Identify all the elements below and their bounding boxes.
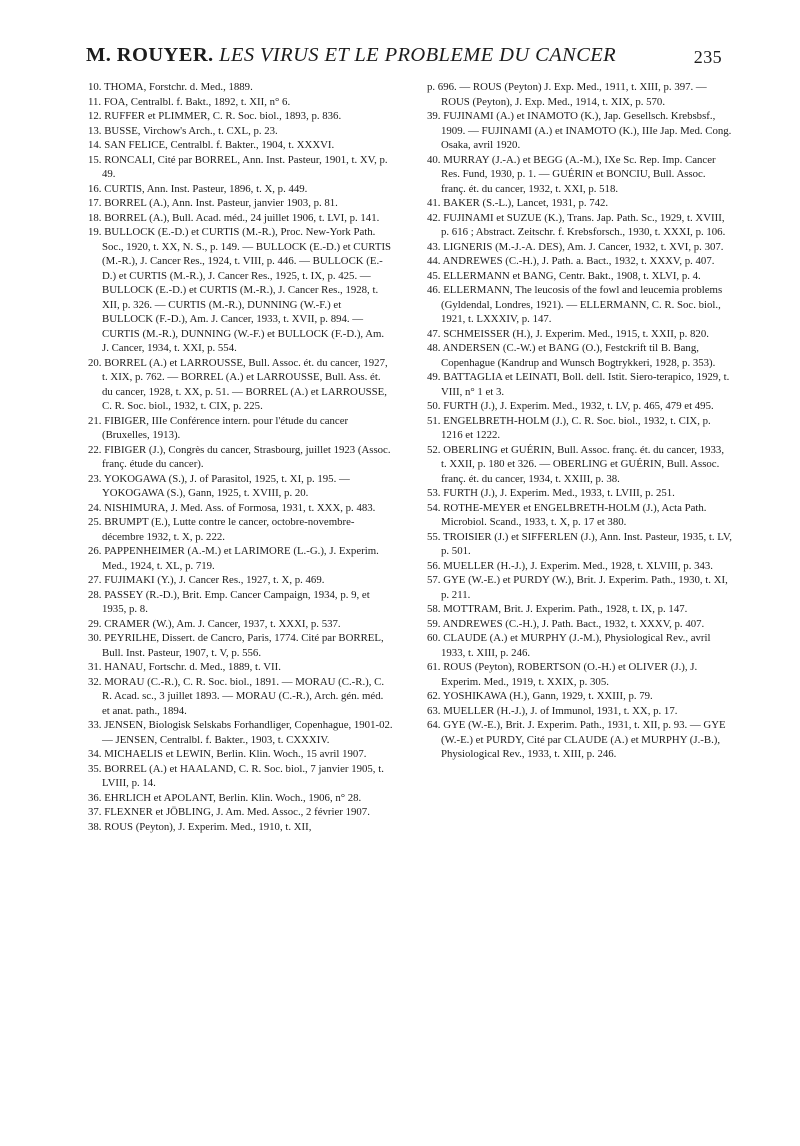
reference-number: 63.: [427, 704, 441, 717]
reference-entry: [427, 370, 732, 399]
reference-text: TROISIER (J.) et SIFFERLEN (J.), Ann. Inst. Pasteur, 1935, t. LV, p. 501.: [441, 530, 733, 557]
reference-entry: [427, 414, 732, 443]
reference-entry: [427, 153, 732, 197]
reference-number: 56.: [427, 559, 441, 572]
reference-text: ROUS (Peyton), ROBERTSON (O.-H.) et OLIVER (J.), J. Experim. Med., 1919, t. XXIX, p. 305.: [441, 661, 698, 688]
reference-text: ELLERMANN et BANG, Centr. Bakt., 1908, t. XLVI, p. 4.: [443, 269, 701, 282]
reference-text: ANDREWES (C.-H.), J. Path. a. Bact., 1932, t. XXXV, p. 407.: [442, 255, 715, 267]
reference-entry: [88, 182, 393, 197]
reference-number: 39.: [427, 110, 441, 122]
reference-text: BORREL (A.), Ann. Inst. Pasteur, janvier 1903, p. 81.: [104, 197, 338, 209]
reference-entry: [427, 617, 732, 632]
reference-text: FUJIMAKI (Y.), J. Cancer Res., 1927, t. X, p. 469.: [104, 574, 325, 586]
reference-entry: [88, 573, 393, 588]
reference-entry: [88, 138, 393, 153]
reference-number: 53.: [427, 487, 441, 499]
reference-entry: [427, 501, 732, 530]
reference-number: 36.: [88, 791, 102, 804]
reference-number: 32.: [88, 675, 102, 688]
reference-entry: [427, 254, 732, 269]
reference-text: FURTH (J.), J. Experim. Med., 1932, t. LV, p. 465, 479 et 495.: [443, 400, 714, 412]
reference-number: 35.: [88, 762, 102, 775]
reference-number: 19.: [88, 226, 102, 238]
reference-text: JENSEN, Biologisk Selskabs Forhandliger, Copenhague, 1901-02. — JENSEN, Centralbl. f. Bakter., 1903, t. CXXXIV.: [102, 719, 393, 746]
reference-entry: [88, 225, 393, 356]
reference-entry: [427, 240, 732, 255]
reference-text: ROUS (Peyton), J. Experim. Med., 1910, t. XII,: [104, 820, 312, 833]
reference-entry: [88, 153, 393, 182]
reference-number: 50.: [427, 400, 441, 412]
reference-entry: [427, 660, 732, 689]
reference-number: 44.: [427, 255, 441, 267]
reference-text: MURRAY (J.-A.) et BEGG (A.-M.), IXe Sc. Rep. Imp. Cancer Res. Fund, 1930, p. 1. — GUÉRIN et BONCIU, Bull. Assoc. franç. ét. du cancer, 1932, t. XXI, p. 518.: [441, 153, 716, 195]
reference-number: 42.: [427, 211, 441, 224]
page-number: 235: [693, 47, 722, 67]
reference-text: BAKER (S.-L.), Lancet, 1931, p. 742.: [443, 197, 609, 209]
reference-entry: [88, 747, 393, 762]
reference-text: PAPPENHEIMER (A.-M.) et LARIMORE (L.-G.), J. Experim. Med., 1924, t. XL, p. 719.: [102, 545, 379, 572]
reference-column-right: [427, 80, 732, 762]
reference-text: RUFFER et PLIMMER, C. R. Soc. biol., 1893, p. 836.: [104, 110, 342, 122]
reference-text: GYE (W.-E.), Brit. J. Experim. Path., 1931, t. XII, p. 93. — GYE (W.-E.) et PURDY, Cité par CLAUDE (A.) et MURPHY (J.-B.), Physiological Rev., 1933, t. XIII, p. 246.: [441, 719, 726, 760]
reference-entry: [427, 718, 732, 762]
reference-entry: [88, 791, 393, 806]
reference-entry: [88, 501, 393, 516]
reference-text: HANAU, Fortschr. d. Med., 1889, t. VII.: [104, 661, 281, 673]
reference-number: 21.: [88, 414, 102, 427]
reference-text: SAN FELICE, Centralbl. f. Bakter., 1904, t. XXXVI.: [104, 139, 335, 151]
reference-number: 57.: [427, 574, 441, 586]
reference-number: 25.: [88, 516, 102, 528]
reference-text: FOA, Centralbl. f. Bakt., 1892, t. XII, n° 6.: [103, 95, 291, 108]
reference-entry: [88, 588, 393, 617]
reference-text: FURTH (J.), J. Experim. Med., 1933, t. LVIII, p. 251.: [443, 487, 675, 499]
reference-text: CRAMER (W.), Am. J. Cancer, 1937, t. XXXI, p. 537.: [104, 617, 341, 630]
reference-text: CURTIS, Ann. Inst. Pasteur, 1896, t. X, p. 449.: [104, 182, 308, 195]
reference-number: 52.: [427, 443, 441, 456]
reference-number: 11.: [88, 95, 102, 108]
reference-text: FUJINAMI et SUZUE (K.), Trans. Jap. Path. Sc., 1929, t. XVIII, p. 616 ; Abstract. Zeitschr. f. Krebsforsch., 1930, t. XXXI, p. 106.: [441, 211, 726, 238]
reference-text: ROTHE-MEYER et ENGELBRETH-HOLM (J.), Acta Path. Microbiol. Scand., 1933, t. X, p. 17 et 380.: [441, 501, 707, 528]
reference-entry: [88, 211, 393, 226]
reference-text: ELLERMANN, The leucosis of the fowl and leucemia problems (Gyldendal, Londres, 1921). — ELLERMANN, C. R. Soc. biol., 1921, t. LXXXIV, p. 147.: [441, 284, 723, 325]
reference-number: 55.: [427, 530, 441, 543]
reference-number: 10.: [88, 81, 102, 93]
reference-text: ANDREWES (C.-H.), J. Path. Bact., 1932, t. XXXV, p. 407.: [442, 617, 705, 630]
reference-number: 17.: [88, 197, 102, 209]
reference-text: MUELLER (H.-J.), J. of Immunol, 1931, t. XX, p. 17.: [443, 704, 678, 717]
reference-number: 38.: [88, 820, 102, 833]
reference-entry: [427, 530, 732, 559]
reference-entry: [427, 486, 732, 501]
reference-number: 34.: [88, 748, 102, 760]
reference-text: BORREL (A.) et LARROUSSE, Bull. Assoc. ét. du cancer, 1927, t. XIX, p. 762. — BORREL (A.) et LARROUSSE, Bull. Ass. ét. du cancer, 1928, t. XX, p. 51. — BORREL (A.) et LARROUSSE, C. R. Soc. biol., 1932, t. CIX, p. 225.: [102, 356, 388, 412]
reference-text: LIGNERIS (M.-J.-A. DES), Am. J. Cancer, 1932, t. XVI, p. 307.: [443, 240, 724, 253]
reference-text: BUSSE, Virchow's Arch., t. CXL, p. 23.: [104, 124, 278, 137]
reference-entry: [88, 80, 393, 95]
reference-number: 27.: [88, 574, 102, 586]
reference-text: NISHIMURA, J. Med. Ass. of Formosa, 1931, t. XXX, p. 483.: [104, 501, 376, 514]
reference-entry: [427, 269, 732, 284]
reference-text: BORREL (A.) et HAALAND, C. R. Soc. biol., 7 janvier 1905, t. LVIII, p. 14.: [102, 762, 384, 789]
reference-entry: [88, 675, 393, 719]
reference-text: BORREL (A.), Bull. Acad. méd., 24 juillet 1906, t. LVI, p. 141.: [104, 211, 380, 224]
reference-number: 40.: [427, 153, 441, 166]
reference-entry: [88, 443, 393, 472]
reference-entry: [88, 820, 393, 835]
reference-text: MORAU (C.-R.), C. R. Soc. biol., 1891. — MORAU (C.-R.), C. R. Acad. sc., 3 juillet 1893. — MORAU (C.-R.), Arch. gén. méd. et anat. path., 1894.: [102, 675, 385, 717]
reference-entry: [88, 515, 393, 544]
reference-text: CLAUDE (A.) et MURPHY (J.-M.), Physiological Rev., avril 1933, t. XIII, p. 246.: [441, 632, 711, 659]
reference-number: 46.: [427, 284, 441, 296]
reference-number: 14.: [88, 139, 102, 151]
reference-text: PEYRILHE, Dissert. de Cancro, Paris, 1774. Cité par BORREL, Bull. Inst. Pasteur, 1907, t. V, p. 556.: [102, 632, 384, 659]
reference-text: BULLOCK (E.-D.) et CURTIS (M.-R.), Proc. New-York Path. Soc., 1920, t. XX, N. S., p. 149. — BULLOCK (E.-D.) et CURTIS (M.-R.), J. Cancer Res., 1924, t. VIII, p. 446. — BULLOCK (E.-D.) et CURTIS (M.-R.), J. Cancer Res., 1925, t. IX, p. 425. — BULLOCK (E.-D.) et CURTIS (M.-R.), J. Cancer Res., 1928, t. XII, p. 326. — CURTIS (M.-R.), DUNNING (W.-F.) et BULLOCK (F.-D.), Am. J. Cancer, 1933, t. XVII, p. 894. — CURTIS (M.-R.), DUNNING (W.-F.) et BULLOCK (F.-D.), Am. J. Cancer, 1934, t. XXI, p. 554.: [102, 226, 392, 354]
reference-number: 23.: [88, 472, 102, 485]
reference-number: 30.: [88, 632, 102, 644]
reference-text: FLEXNER et JÖBLING, J. Am. Med. Assoc., 2 février 1907.: [104, 806, 370, 818]
reference-entry: [427, 631, 732, 660]
reference-entry: [427, 283, 732, 327]
reference-text: MOTTRAM, Brit. J. Experim. Path., 1928, t. IX, p. 147.: [443, 603, 688, 615]
reference-number: 33.: [88, 719, 102, 731]
reference-number: 24.: [88, 501, 102, 514]
reference-number: 60.: [427, 632, 441, 644]
reference-entry: [88, 95, 393, 110]
reference-entry: [88, 617, 393, 632]
reference-number: 61.: [427, 661, 441, 673]
reference-number: 58.: [427, 603, 441, 615]
reference-number: 54.: [427, 501, 441, 514]
reference-column-left: [88, 80, 393, 834]
reference-number: 48.: [427, 342, 441, 354]
reference-text: YOSHIKAWA (H.), Gann, 1929, t. XXIII, p. 79.: [442, 690, 653, 702]
reference-number: 15.: [88, 153, 102, 166]
reference-entry: [427, 399, 732, 414]
reference-text: ENGELBRETH-HOLM (J.), C. R. Soc. biol., 1932, t. CIX, p. 1216 et 1222.: [441, 414, 711, 441]
reference-number: 31.: [88, 661, 102, 673]
reference-entry: [427, 559, 732, 574]
reference-entry: [88, 762, 393, 791]
running-head-title: LES VIRUS ET LE PROBLEME DU CANCER: [219, 44, 617, 66]
reference-number: 62.: [427, 690, 441, 702]
reference-entry: [88, 414, 393, 443]
reference-number: 51.: [427, 414, 441, 427]
reference-text: BATTAGLIA et LEINATI, Boll. dell. Istit. Siero-terapico, 1929, t. VIII, n° 1 et 3.: [441, 371, 730, 398]
reference-number: 28.: [88, 588, 102, 601]
running-head: [86, 44, 722, 80]
reference-text: FIBIGER (J.), Congrès du cancer, Strasbourg, juillet 1923 (Assoc. franç. étude du cancer).: [102, 443, 391, 470]
reference-entry: [427, 689, 732, 704]
reference-entry: [427, 211, 732, 240]
reference-entry: [88, 356, 393, 414]
reference-entry: [88, 544, 393, 573]
reference-entry: [427, 80, 732, 109]
reference-number: 18.: [88, 211, 102, 224]
reference-number: 20.: [88, 356, 102, 369]
reference-entry: [88, 660, 393, 675]
reference-number: 45.: [427, 269, 441, 282]
reference-entry: [427, 341, 732, 370]
reference-entry: [88, 472, 393, 501]
reference-entry: [427, 109, 732, 153]
reference-entry: [88, 109, 393, 124]
reference-text: ANDERSEN (C.-W.) et BANG (O.), Festckrift til B. Bang, Copenhague (Kandrup and Wunsch Bogtrykkeri, 1928, p. 353).: [441, 342, 716, 369]
reference-text: GYE (W.-E.) et PURDY (W.), Brit. J. Experim. Path., 1930, t. XI, p. 211.: [441, 574, 728, 601]
reference-number: 12.: [88, 110, 102, 122]
reference-entry: [427, 196, 732, 211]
reference-entry: [427, 573, 732, 602]
reference-text: EHRLICH et APOLANT, Berlin. Klin. Woch., 1906, n° 28.: [104, 791, 362, 804]
reference-text: FUJINAMI (A.) et INAMOTO (K.), Jap. Gesellsch. Krebsbsf., 1909. — FUJINAMI (A.) et INAMOTO (K.), IIIe Jap. Med. Cong. Osaka, avril 1920.: [441, 110, 732, 151]
running-head-author: M. ROUYER.: [86, 44, 214, 66]
reference-entry: [427, 704, 732, 719]
reference-number: 64.: [427, 719, 441, 731]
reference-number: 59.: [427, 617, 441, 630]
reference-text: MUELLER (H.-J.), J. Experim. Med., 1928, t. XLVIII, p. 343.: [443, 559, 713, 572]
reference-number: 22.: [88, 443, 102, 456]
reference-number: 16.: [88, 182, 102, 195]
reference-text: YOKOGAWA (S.), J. of Parasitol, 1925, t. XI, p. 195. — YOKOGAWA (S.), Gann, 1925, t. XVIII, p. 20.: [102, 472, 350, 499]
reference-text: RONCALI, Cité par BORREL, Ann. Inst. Pasteur, 1901, t. XV, p. 49.: [102, 153, 388, 180]
reference-entry: [427, 602, 732, 617]
reference-entry: [88, 124, 393, 139]
reference-entry: [88, 805, 393, 820]
reference-number: 49.: [427, 371, 441, 383]
reference-text: THOMA, Forstchr. d. Med., 1889.: [104, 81, 253, 93]
reference-text: p. 696. — ROUS (Peyton) J. Exp. Med., 1911, t. XIII, p. 397. — ROUS (Peyton), J. Exp. Med., 1914, t. XIX, p. 570.: [427, 81, 707, 108]
reference-text: MICHAELIS et LEWIN, Berlin. Klin. Woch., 15 avril 1907.: [104, 748, 367, 760]
reference-text: SCHMEISSER (H.), J. Experim. Med., 1915, t. XXII, p. 820.: [443, 327, 709, 340]
reference-number: 37.: [88, 806, 102, 818]
reference-entry: [88, 631, 393, 660]
reference-number: 29.: [88, 617, 102, 630]
reference-entry: [427, 327, 732, 342]
reference-number: 13.: [88, 124, 102, 137]
reference-number: 26.: [88, 545, 102, 557]
reference-text: BRUMPT (E.), Lutte contre le cancer, octobre-novembre-décembre 1932, t. X, p. 222.: [102, 516, 355, 543]
reference-entry: [88, 718, 393, 747]
reference-number: 43.: [427, 240, 441, 253]
reference-entry: [88, 196, 393, 211]
reference-text: FIBIGER, IIIe Conférence intern. pour l'étude du cancer (Bruxelles, 1913).: [102, 414, 349, 441]
reference-number: 41.: [427, 197, 441, 209]
reference-text: OBERLING et GUÉRIN, Bull. Assoc. franç. ét. du cancer, 1933, t. XXII, p. 180 et 326. — OBERLING et GUÉRIN, Bull. Assoc. franç. ét. du cancer, 1934, t. XXIII, p. 38.: [441, 443, 725, 485]
reference-number: 47.: [427, 327, 441, 340]
reference-text: PASSEY (R.-D.), Brit. Emp. Cancer Campaign, 1934, p. 9, et 1935, p. 8.: [102, 588, 370, 615]
reference-entry: [427, 443, 732, 487]
